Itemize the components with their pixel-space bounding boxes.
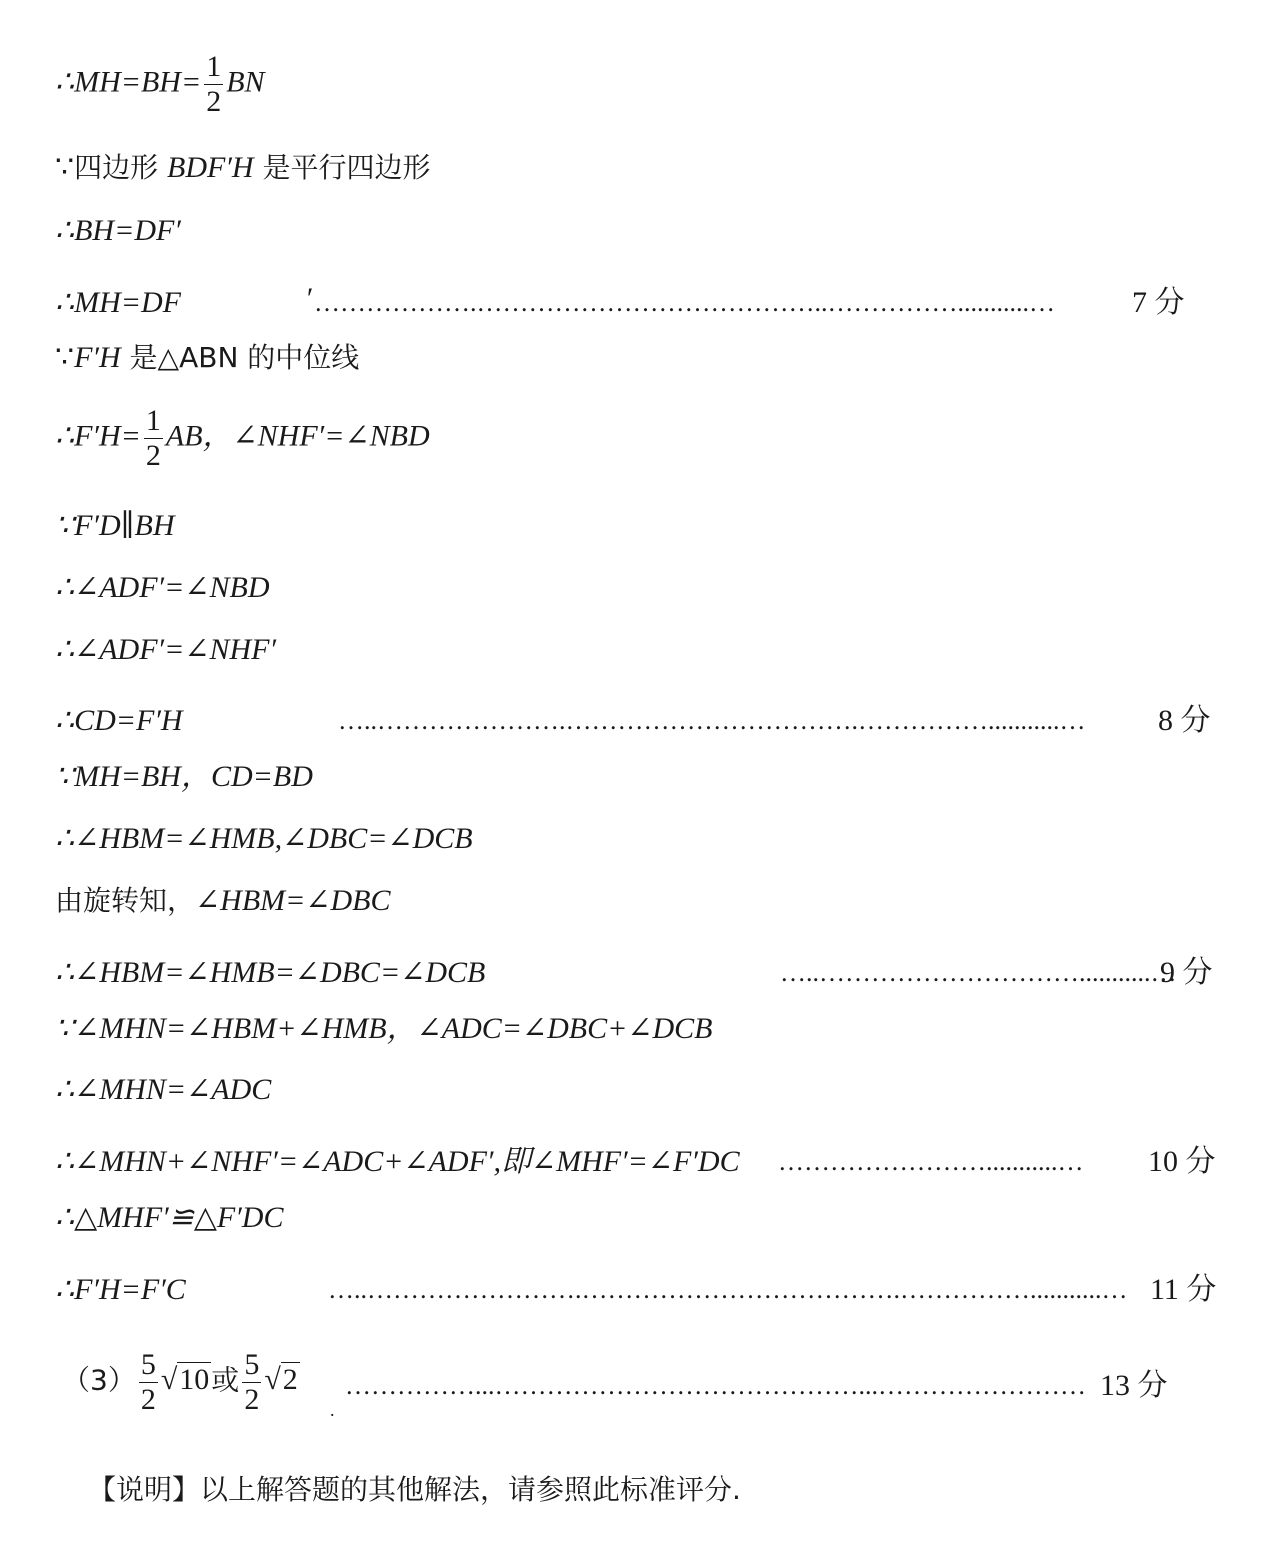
part-label: （3） bbox=[62, 1363, 136, 1397]
step-text: 四边形 bbox=[74, 151, 167, 184]
step-text: ∴F′H= bbox=[55, 419, 141, 453]
radicand: 2 bbox=[282, 1363, 298, 1397]
leader-dots: ……………….…………………………………..……………...........… bbox=[314, 288, 1055, 317]
score-11 bbox=[1150, 1270, 1216, 1310]
leader-dots: ……………...……………………………………...…………………… bbox=[345, 1371, 1086, 1400]
fraction-numerator: 5 bbox=[244, 1348, 260, 1381]
score-label: 9 分 bbox=[1160, 956, 1213, 989]
score-label: 7 分 bbox=[1132, 286, 1185, 319]
fraction-denominator: 2 bbox=[140, 1383, 156, 1416]
step-mhn-adc: ∴∠MHN=∠ADC bbox=[55, 1073, 272, 1106]
step-text: 由旋转知， bbox=[55, 884, 196, 917]
step-congruent: ∴△MHF′≌△F′DC bbox=[55, 1201, 284, 1234]
leader-dots: …..…………………………...........… bbox=[780, 958, 1177, 987]
or-text: 或 bbox=[211, 1363, 240, 1397]
step-text: BN bbox=[226, 65, 265, 99]
fraction-numerator: 1 bbox=[206, 50, 222, 83]
fraction-denominator: 2 bbox=[206, 85, 222, 118]
radicand: 10 bbox=[179, 1363, 210, 1397]
score-13 bbox=[1100, 1366, 1168, 1406]
square-root: √10 bbox=[160, 1363, 210, 1397]
step-text: 是△ABN 的中位线 bbox=[120, 341, 360, 374]
step-math: ∠HBM=∠DBC bbox=[195, 884, 391, 917]
because-symbol: ∵ bbox=[55, 151, 75, 184]
step-cd-fh: ∴CD=F′H bbox=[55, 704, 183, 737]
step-four-angles: ∴∠HBM=∠HMB=∠DBC=∠DCB bbox=[55, 956, 486, 989]
score-label: 10 分 bbox=[1148, 1145, 1216, 1178]
prime-mark: ′ bbox=[305, 282, 312, 315]
step-math: F′H bbox=[74, 341, 121, 374]
fraction bbox=[204, 50, 223, 119]
step-text: 是平行四边形 bbox=[253, 151, 431, 184]
score-10 bbox=[1148, 1142, 1216, 1182]
step-text: AB，∠NHF′=∠NBD bbox=[165, 419, 430, 453]
score-label: 8 分 bbox=[1158, 704, 1211, 737]
step-adf-nbd: ∴∠ADF′=∠NBD bbox=[55, 571, 270, 604]
step-text: ∴MH=BH= bbox=[55, 65, 202, 99]
step-mh-bh-half-bn bbox=[55, 50, 265, 119]
fraction bbox=[242, 1348, 261, 1417]
leader-dots: …..…………………….……………………………….……………...........… bbox=[328, 1275, 1128, 1304]
step-fh-fc: ∴F′H=F′C bbox=[55, 1273, 186, 1306]
leader-dots: ……………………...........… bbox=[778, 1147, 1084, 1176]
fraction-denominator: 2 bbox=[145, 439, 161, 472]
fraction-numerator: 5 bbox=[140, 1348, 156, 1381]
score-7 bbox=[1132, 283, 1185, 323]
score-9 bbox=[1160, 953, 1213, 993]
step-rotation bbox=[55, 881, 391, 921]
square-root: √2 bbox=[264, 1363, 298, 1397]
step-fd-parallel-bh: ∵F′D∥BH bbox=[55, 509, 175, 542]
fraction bbox=[144, 404, 163, 473]
step-fh-half-ab bbox=[55, 404, 430, 473]
fraction-numerator: 1 bbox=[145, 404, 161, 437]
step-midline bbox=[55, 338, 359, 378]
step-parallelogram bbox=[55, 148, 430, 188]
step-angles-equal: ∴∠HBM=∠HMB,∠DBC=∠DCB bbox=[55, 822, 473, 855]
trailing-dot: . bbox=[330, 1400, 335, 1420]
fraction bbox=[139, 1348, 158, 1417]
score-label: 11 分 bbox=[1150, 1273, 1217, 1306]
because-symbol: ∵ bbox=[55, 341, 75, 374]
leader-dots: …..………………….…………………………….……………...........… bbox=[338, 706, 1086, 735]
step-bh-df: ∴BH=DF′ bbox=[55, 214, 181, 247]
step-mhf-fdc: ∴∠MHN+∠NHF′=∠ADC+∠ADF′,即∠MHF′=∠F′DC bbox=[55, 1145, 740, 1178]
fraction-denominator: 2 bbox=[244, 1383, 260, 1416]
step-math: BDF′H bbox=[167, 151, 254, 184]
step-adf-nhf: ∴∠ADF′=∠NHF′ bbox=[55, 633, 277, 666]
part-3-answer bbox=[62, 1348, 300, 1417]
score-label: 13 分 bbox=[1100, 1369, 1168, 1402]
step-exterior-angles: ∵∠MHN=∠HBM+∠HMB，∠ADC=∠DBC+∠DCB bbox=[55, 1012, 713, 1045]
score-8 bbox=[1158, 701, 1211, 741]
step-mh-df: ∴MH=DF bbox=[55, 286, 181, 319]
grading-note: 【说明】以上解答题的其他解法，请参照此标准评分. bbox=[88, 1473, 741, 1506]
step-mh-bh-cd-bd: ∵MH=BH，CD=BD bbox=[55, 760, 313, 793]
